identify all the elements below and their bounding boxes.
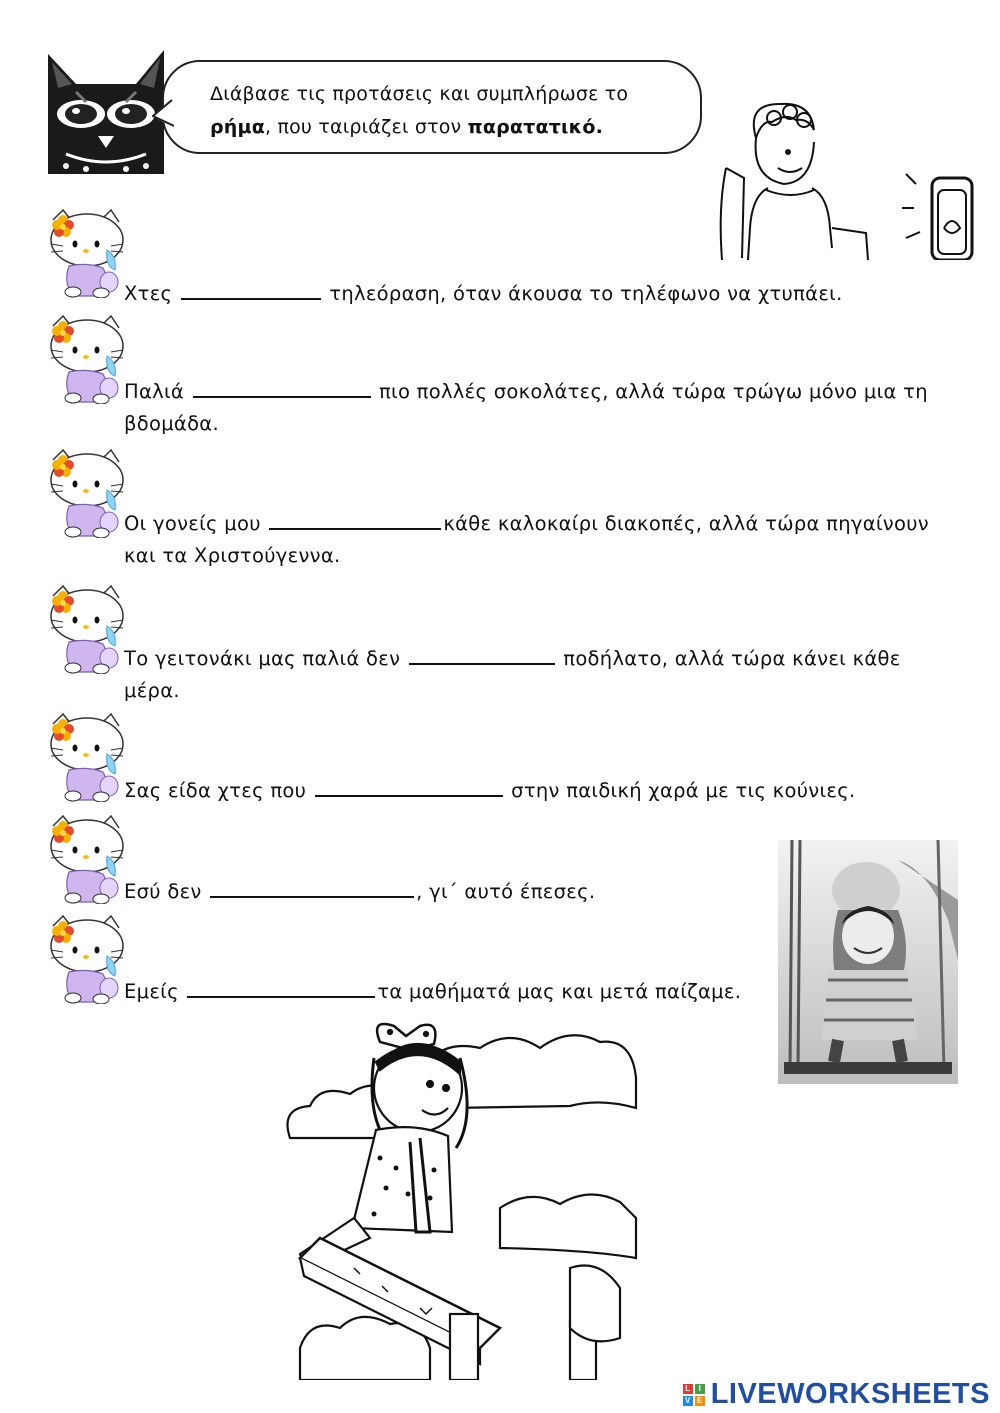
instruction-line-2 [210,111,680,144]
keyword-verb: ρήμα [210,116,265,138]
liveworksheets-logo [683,1378,990,1411]
exercise-sentence [124,643,954,707]
keyword-tense: παρατατικό [467,116,596,138]
exercise-sentence [124,775,954,807]
instruction-end: . [595,116,604,138]
answer-blank[interactable] [409,643,555,665]
sentence-start: Το γειτονάκι μας παλιά δεν [124,647,407,670]
sentence-end: πιο πολλές σοκολάτες, αλλά τώρα τρώγω μόνο μια τη [372,380,928,403]
answer-blank[interactable] [315,775,503,797]
swing-photo [778,840,958,1084]
hello-kitty-icon [45,206,127,298]
sentence-end: τα μαθήματά μας και μετά παίζαμε. [377,980,742,1003]
bubble-tail [152,98,174,132]
sentence-end: , γι΄ αυτό έπεσες. [416,880,596,903]
sentence-end: κάθε καλοκαίρι διακοπές, αλλά τώρα πηγαίνουν [443,512,929,535]
sentence-start: Παλιά [124,380,191,403]
exercise-sentence [124,376,954,440]
answer-blank[interactable] [269,508,441,530]
sentence-continuation: βδομάδα. [124,412,219,435]
exercise-sentence [124,508,954,572]
sentence-start: Χτες [124,282,179,305]
hello-kitty-icon [45,582,127,674]
sentence-end: ποδήλατο, αλλά τώρα κάνει κάθε [556,647,901,670]
answer-blank[interactable] [193,376,371,398]
instruction-mid: , που ταιριάζει στον [264,116,468,138]
instruction-line-1: Διάβασε τις προτάσεις και συμπλήρωσε το [210,83,629,105]
sentence-start: Εμείς [124,980,186,1003]
boy-watching-tv-illustration [716,98,978,260]
sentence-end: στην παιδική χαρά με τις κούνιες. [504,779,856,802]
seesaw-girl-illustration [270,1018,638,1380]
hello-kitty-icon [45,912,127,1004]
hello-kitty-icon [45,312,127,404]
sentence-start: Σας είδα χτες που [124,779,313,802]
hello-kitty-icon [45,812,127,904]
hello-kitty-icon [45,710,127,802]
sentence-continuation: και τα Χριστούγεννα. [124,544,341,567]
hello-kitty-icon [45,446,127,538]
brand-text: LIVEWORKSHEETS [710,1378,990,1410]
instruction-text [210,78,680,144]
sentence-end: τηλεόραση, όταν άκουσα το τηλέφωνο να χτυπάει. [322,282,843,305]
sentence-continuation: μέρα. [124,679,180,702]
answer-blank[interactable] [210,876,414,898]
answer-blank[interactable] [181,278,321,300]
logo-grid-icon: L I V E [683,1384,705,1406]
sentence-start: Εσύ δεν [124,880,209,903]
exercise-sentence [124,278,954,310]
cat-face-icon [46,44,166,174]
answer-blank[interactable] [187,976,375,998]
sentence-start: Οι γονείς μου [124,512,268,535]
